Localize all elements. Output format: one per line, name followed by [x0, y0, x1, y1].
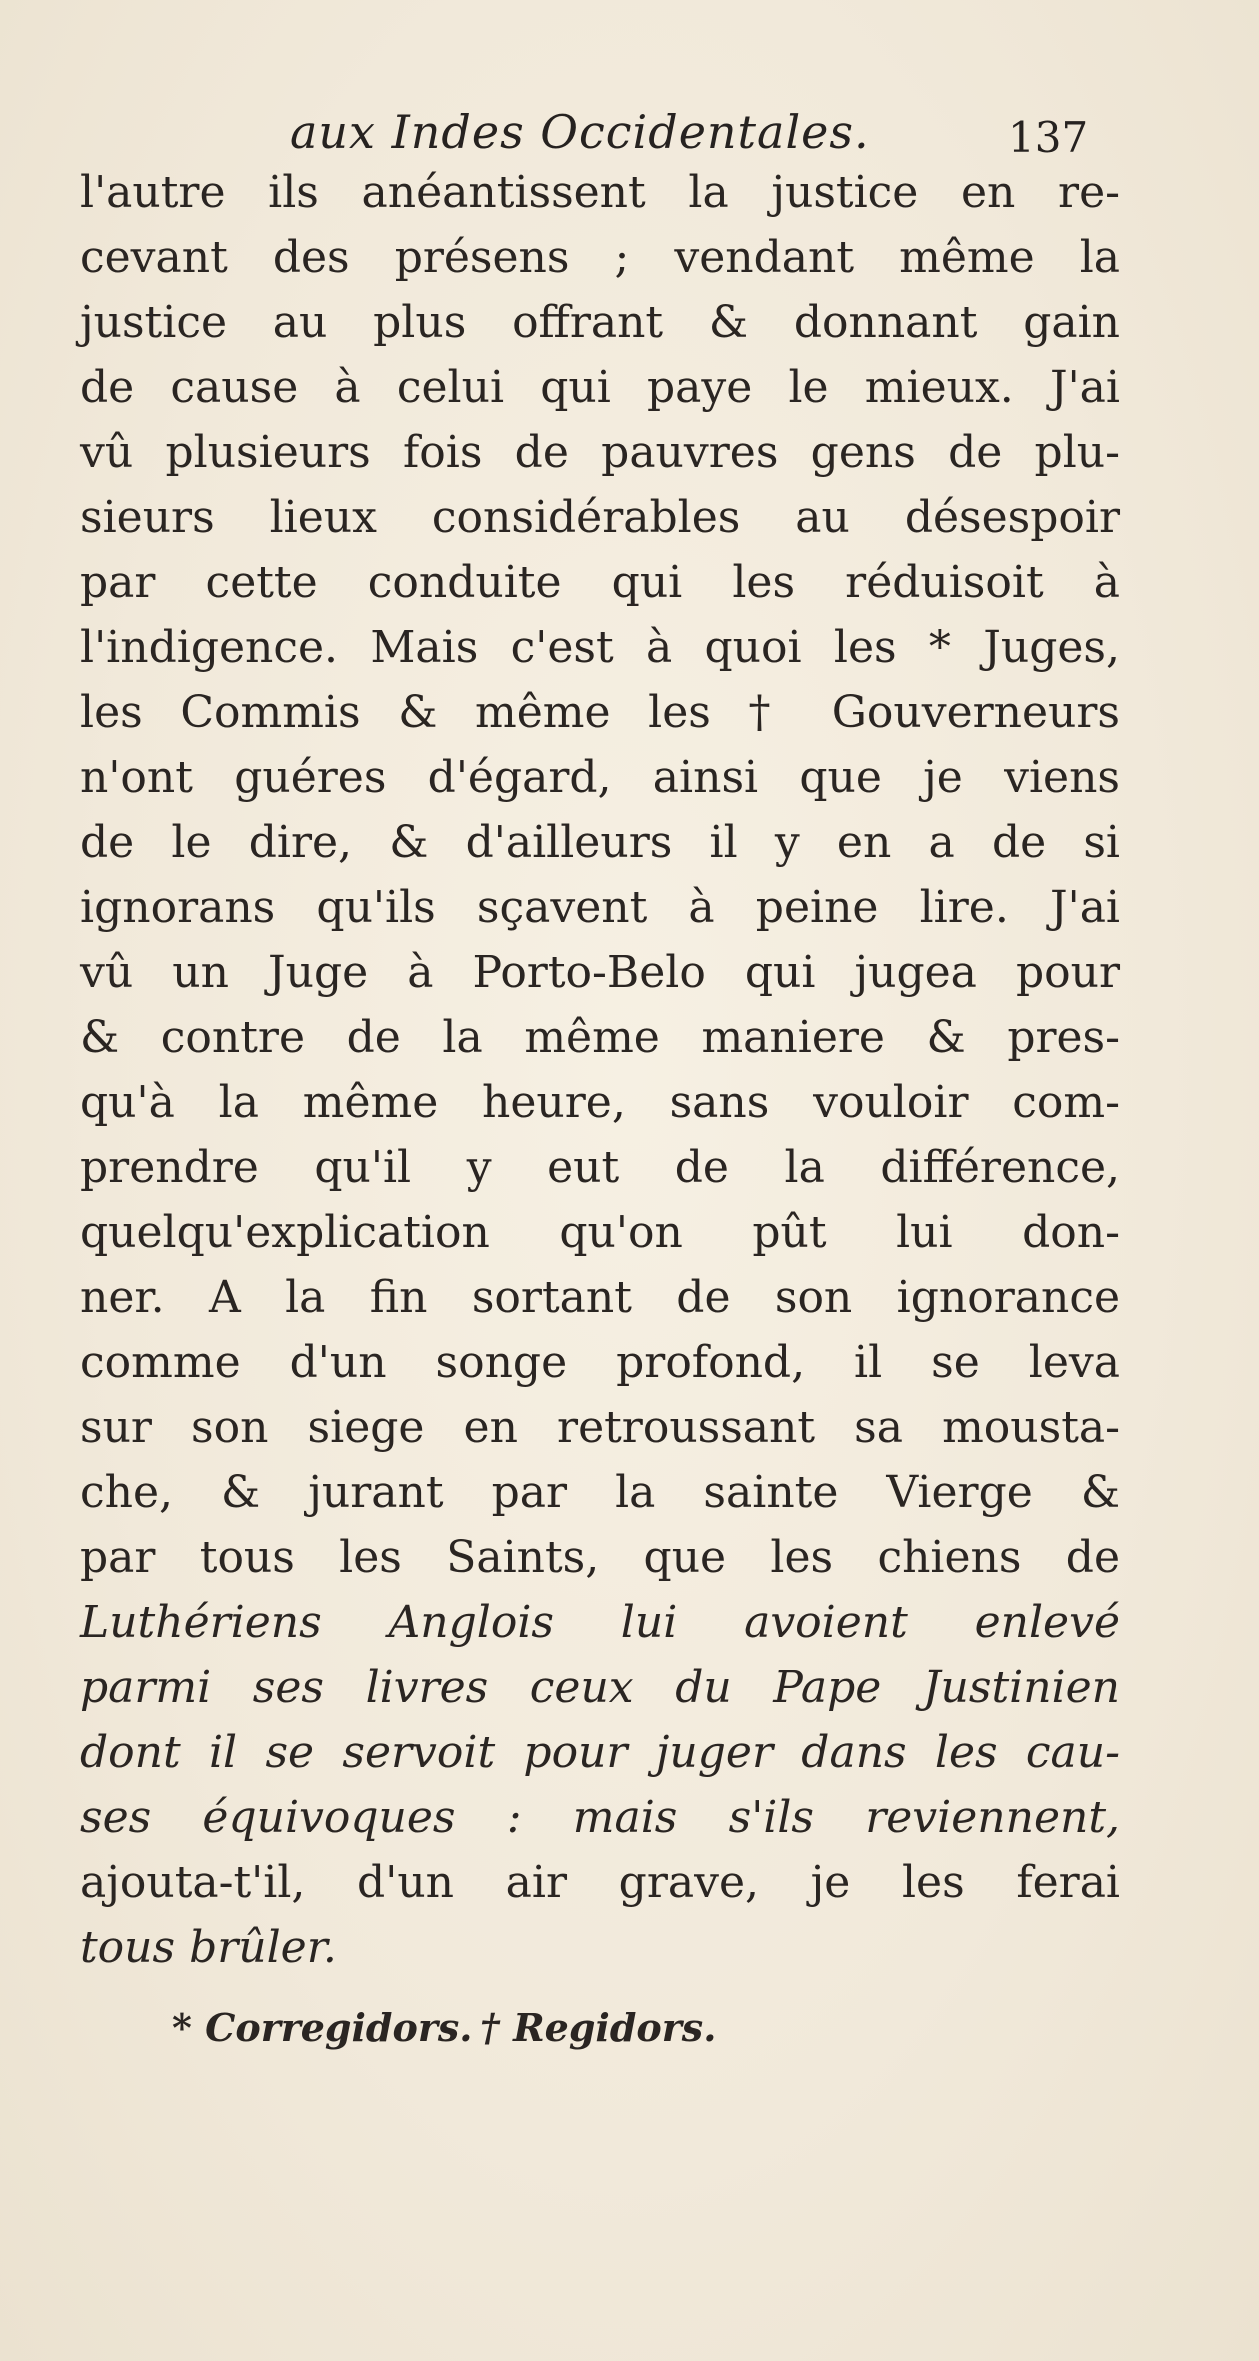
- footnote-corregidors: * Corregidors.: [172, 2005, 473, 2050]
- text-line: ignorans qu'ils sçavent à peine lire. J'ai: [80, 882, 1120, 933]
- text-line: dont il se servoit pour juger dans les cau-: [80, 1727, 1120, 1778]
- text-line: de cause à celui qui paye le mieux. J'ai: [80, 362, 1120, 413]
- text-line: tous brûler.: [80, 1922, 337, 1973]
- footnote-regidors: † Regidors.: [480, 2005, 717, 2050]
- body-text: [80, 160, 1120, 1980]
- text-line: n'ont guéres d'égard, ainsi que je viens: [80, 752, 1120, 803]
- page-number: 137: [1008, 113, 1089, 162]
- text-line: l'indigence. Mais c'est à quoi les * Juges,: [80, 622, 1120, 673]
- running-title: aux Indes Occidentales.: [290, 105, 870, 159]
- text-line: prendre qu'il y eut de la différence,: [80, 1142, 1120, 1193]
- text-line: sur son siege en retroussant sa mousta-: [80, 1402, 1120, 1453]
- text-line: ner. A la fin sortant de son ignorance: [80, 1272, 1120, 1323]
- text-line: & contre de la même maniere & pres-: [80, 1012, 1120, 1063]
- text-line: comme d'un songe profond, il se leva: [80, 1337, 1120, 1388]
- text-line: sieurs lieux considérables au désespoir: [80, 492, 1120, 543]
- text-line: par cette conduite qui les réduisoit à: [80, 557, 1120, 608]
- text-line: parmi ses livres ceux du Pape Justinien: [80, 1662, 1120, 1713]
- footnotes: [0, 2005, 1259, 2065]
- text-line: les Commis & même les † Gouverneurs: [80, 687, 1120, 738]
- text-line: quelqu'explication qu'on pût lui don-: [80, 1207, 1120, 1258]
- text-line: vû plusieurs fois de pauvres gens de plu-: [80, 427, 1120, 478]
- text-line: ajouta-t'il, d'un air grave, je les ferai: [80, 1857, 1120, 1908]
- text-line: che, & jurant par la sainte Vierge &: [80, 1467, 1120, 1518]
- text-line: Luthériens Anglois lui avoient enlevé: [80, 1597, 1120, 1648]
- text-line: par tous les Saints, que les chiens de: [80, 1532, 1120, 1583]
- text-line: cevant des présens ; vendant même la: [80, 232, 1120, 283]
- text-line: ses équivoques : mais s'ils reviennent,: [80, 1792, 1120, 1843]
- text-line: l'autre ils anéantissent la justice en re-: [80, 167, 1120, 218]
- text-line: vû un Juge à Porto-Belo qui jugea pour: [80, 947, 1120, 998]
- text-line: justice au plus offrant & donnant gain: [80, 297, 1120, 348]
- text-line: de le dire, & d'ailleurs il y en a de si: [80, 817, 1120, 868]
- text-line: qu'à la même heure, sans vouloir com-: [80, 1077, 1120, 1128]
